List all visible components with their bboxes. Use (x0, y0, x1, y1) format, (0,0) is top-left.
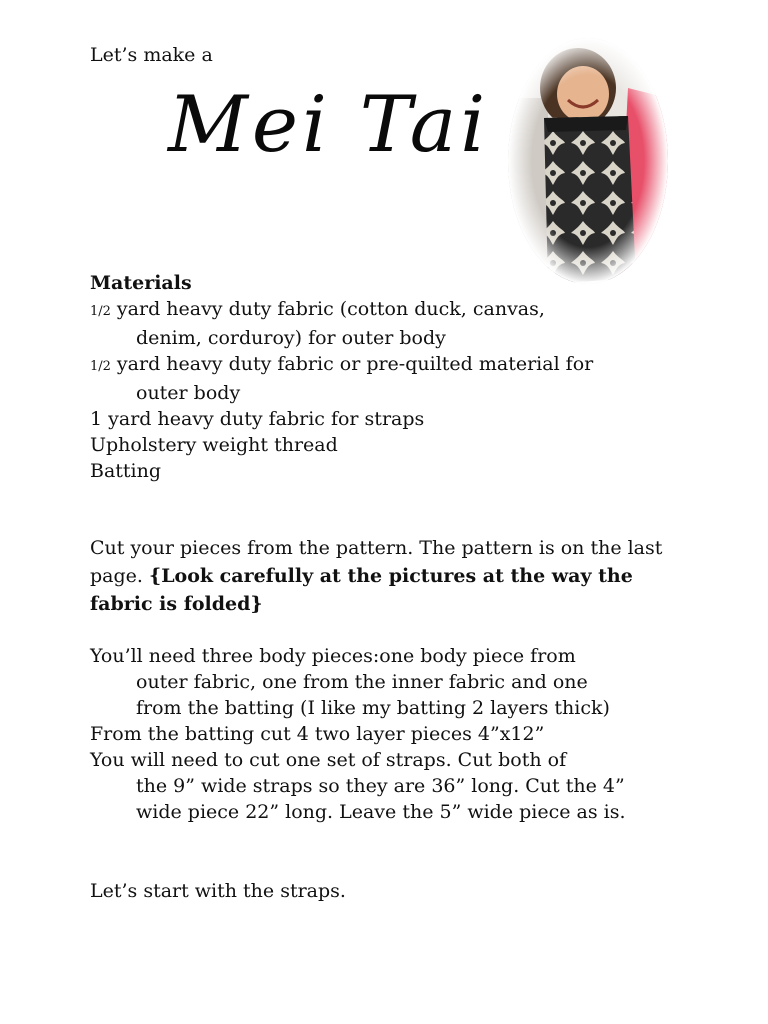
cutting-bold-note: {Look carefully at the pictures at the way the fabric is folded} (90, 565, 633, 615)
pieces-line: the 9” wide straps so they are 36” long. Cut the 4” (136, 775, 625, 797)
material-continuation: outer body (136, 382, 241, 404)
pieces-line: You’ll need three body pieces:one body piece from (90, 645, 576, 667)
intro-text: Let’s make a (90, 44, 213, 66)
cutting-text: Cut your pieces from the pattern. The pattern is on the last page. (90, 537, 663, 587)
pieces-line: from the batting (I like my batting 2 layers thick) (136, 697, 610, 719)
materials-heading: Materials (90, 272, 192, 294)
child-in-carrier-photo (508, 38, 668, 284)
material-item (90, 351, 710, 406)
materials-section (90, 270, 710, 484)
material-fraction: 1/2 (90, 359, 111, 374)
pieces-line: wide piece 22” long. Leave the 5” wide piece as is. (136, 801, 626, 823)
pieces-line: outer fabric, one from the inner fabric and one (136, 671, 588, 693)
material-item: Batting (90, 460, 162, 482)
material-fraction: 1/2 (90, 304, 111, 319)
material-item (90, 296, 710, 351)
pieces-line: From the batting cut 4 two layer pieces 4”x12” (90, 723, 545, 745)
cutting-paragraph (90, 534, 680, 618)
page-title: Mei Tai (168, 80, 490, 170)
pieces-paragraph (90, 643, 700, 825)
material-text: yard heavy duty fabric (cotton duck, canvas, (116, 298, 545, 320)
material-item: 1 yard heavy duty fabric for straps (90, 408, 425, 430)
material-item: Upholstery weight thread (90, 434, 338, 456)
pieces-line: You will need to cut one set of straps. Cut both of (90, 749, 567, 771)
material-text: yard heavy duty fabric or pre-quilted material for (116, 353, 594, 375)
material-continuation: denim, corduroy) for outer body (136, 327, 446, 349)
closing-text: Let’s start with the straps. (90, 880, 346, 902)
